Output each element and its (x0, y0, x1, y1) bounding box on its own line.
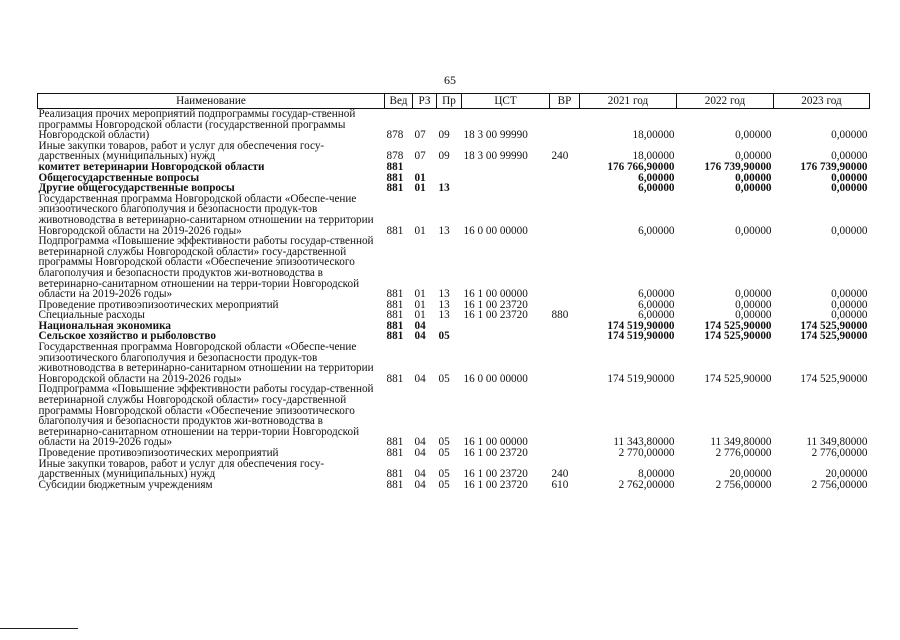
row-2023: 20,00000 (825, 468, 868, 481)
row-2022: 0,00000 (735, 224, 772, 237)
row-pr: 13 (438, 182, 450, 195)
row-rz: 04 (414, 478, 426, 491)
row-ved: 881 (386, 478, 404, 491)
row-ved: 881 (386, 436, 404, 449)
row-name: Субсидии бюджетным учреждениям (38, 478, 213, 491)
row-name: Общегосударственные вопросы (38, 171, 200, 184)
row-2022: 20,00000 (729, 468, 772, 481)
row-2023: 174 525,90000 (800, 319, 868, 332)
budget-table (37, 93, 870, 490)
row-2022: 0,00000 (735, 288, 772, 301)
row-2021: 174 519,90000 (607, 319, 675, 332)
row-2021: 174 519,90000 (607, 330, 675, 343)
footnote-divider (0, 628, 78, 629)
row-name: Другие общегосударственные вопросы (38, 182, 235, 195)
row-pr: 05 (438, 436, 450, 449)
table-row (38, 162, 870, 173)
row-ved: 881 (386, 182, 404, 195)
row-2022: 174 525,90000 (704, 319, 772, 332)
row-cst: 16 1 00 23720 (463, 468, 528, 481)
row-2022: 0,00000 (735, 171, 772, 184)
row-vr (550, 173, 580, 184)
row-vr (550, 321, 580, 332)
row-2021: 6,00000 (638, 182, 675, 195)
row-vr (550, 162, 580, 173)
row-ved: 881 (386, 372, 404, 385)
row-name: комитет ветеринарии Новгородской области (38, 160, 265, 173)
table-row (38, 236, 870, 300)
row-2022: 0,00000 (735, 298, 772, 311)
row-2021: 6,00000 (638, 309, 675, 322)
header-2022: 2022 год (677, 94, 774, 109)
row-cst (462, 162, 550, 173)
row-pr: 05 (438, 447, 450, 459)
header-ved: Вед (385, 94, 413, 109)
row-2022: 11 349,80000 (710, 436, 772, 449)
row-pr: 05 (438, 372, 450, 385)
row-ved: 881 (386, 224, 404, 237)
row-name: Иные закупки товаров, работ и услуг для обеспечения госу-дарственных (муниципальных) нужд (38, 139, 325, 163)
page-number: 65 (444, 73, 456, 87)
row-ved: 881 (386, 309, 404, 322)
row-2023: 0,00000 (831, 150, 868, 163)
header-cst: ЦСТ (462, 94, 550, 109)
row-cst: 16 1 00 23720 (463, 478, 528, 491)
row-cst (462, 183, 550, 194)
row-2022: 2 756,00000 (715, 478, 772, 491)
row-2022: 0,00000 (735, 309, 772, 322)
row-cst: 18 3 00 99990 (463, 129, 528, 142)
row-2023: 0,00000 (831, 129, 868, 142)
row-pr: 05 (438, 478, 450, 491)
row-cst: 16 1 00 23720 (463, 447, 528, 459)
row-ved: 878 (386, 129, 404, 142)
row-vr (550, 236, 580, 300)
row-ved: 881 (386, 468, 404, 481)
row-rz (413, 162, 437, 173)
row-ved: 881 (386, 330, 404, 343)
row-cst: 16 1 00 00000 (463, 288, 528, 301)
row-pr: 13 (438, 288, 450, 301)
header-pr: Пр (437, 94, 462, 109)
row-rz: 01 (414, 171, 426, 184)
row-name: Специальные расходы (38, 309, 145, 322)
row-2022: 0,00000 (735, 129, 772, 142)
row-2021: 174 519,90000 (607, 372, 675, 385)
row-vr (550, 183, 580, 194)
row-rz: 04 (414, 372, 426, 385)
row-2021: 6,00000 (638, 224, 675, 237)
row-2021: 18,00000 (632, 129, 675, 142)
row-2022: 174 525,90000 (704, 330, 772, 343)
row-vr (550, 194, 580, 236)
row-name: Проведение противоэпизоотических мероприятий (38, 298, 279, 311)
row-cst (462, 331, 550, 342)
table-body (38, 109, 870, 491)
row-2023: 2 776,00000 (811, 447, 868, 459)
row-rz: 04 (414, 319, 426, 332)
row-2023: 2 756,00000 (811, 478, 868, 491)
row-2023: 11 349,80000 (806, 436, 868, 449)
row-2021: 2 762,00000 (618, 478, 675, 491)
header-2021: 2021 год (580, 94, 677, 109)
row-name: Государственная программа Новгородской области «Обеспе-чение эпизоотического благополучия и безопасности продук-тов животноводства в ветеринарно-санитарном отношении на территории Новгородской области на 2019-2026 годы» (38, 341, 374, 385)
row-2023: 0,00000 (831, 224, 868, 237)
row-rz: 04 (414, 436, 426, 449)
row-vr: 880 (551, 309, 569, 322)
row-vr: 610 (551, 478, 569, 491)
row-rz: 01 (414, 224, 426, 237)
row-2022: 0,00000 (735, 182, 772, 195)
table-row (38, 384, 870, 448)
row-name: Проведение противоэпизоотических мероприятий (38, 447, 279, 459)
row-cst: 16 0 00 00000 (463, 224, 528, 237)
row-pr: 09 (438, 129, 450, 142)
row-vr (550, 331, 580, 342)
row-name: Государственная программа Новгородской области «Обеспе-чение эпизоотического благополучия и безопасности продук-тов животноводства в ветеринарно-санитарном отношении на территории Новгородской области на 2019-2026 годы» (38, 192, 374, 237)
row-name: Иные закупки товаров, работ и услуг для обеспечения госу-дарственных (муниципальных) нужд (38, 457, 325, 481)
row-2021: 8,00000 (638, 468, 675, 481)
row-2023: 0,00000 (831, 298, 868, 311)
row-pr: 09 (438, 150, 450, 163)
row-rz: 01 (414, 288, 426, 301)
row-vr: 240 (551, 468, 569, 481)
row-ved: 881 (386, 447, 404, 459)
row-pr: 13 (438, 224, 450, 237)
row-2023: 174 525,90000 (800, 372, 868, 385)
row-vr: 240 (551, 150, 569, 163)
row-2023: 0,00000 (831, 288, 868, 301)
row-cst: 16 1 00 00000 (463, 436, 528, 449)
row-ved: 878 (386, 150, 404, 163)
row-ved: 881 (386, 319, 404, 332)
table-header (38, 94, 870, 109)
row-name: Реализация прочих мероприятий подпрограммы государ-ственной программы Новгородской области (государственной программы Новгородской области) (38, 108, 356, 142)
row-2022: 176 739,90000 (704, 160, 772, 173)
row-2021: 2 770,00000 (618, 447, 675, 459)
row-name: Национальная экономика (38, 319, 171, 332)
header-vr: ВР (550, 94, 580, 109)
row-ved: 881 (386, 171, 404, 184)
row-2021: 6,00000 (638, 298, 675, 311)
row-2021: 18,00000 (632, 150, 675, 163)
row-rz: 04 (414, 447, 426, 459)
row-cst: 16 1 00 23720 (463, 309, 528, 322)
row-pr: 13 (438, 298, 450, 311)
table-row (38, 480, 870, 491)
row-pr: 13 (438, 309, 450, 322)
row-rz: 07 (414, 150, 426, 163)
row-2021: 11 343,80000 (613, 436, 675, 449)
row-cst: 16 0 00 00000 (463, 372, 528, 385)
row-2022: 2 776,00000 (715, 447, 772, 459)
row-ved: 881 (386, 298, 404, 311)
row-rz: 01 (414, 298, 426, 311)
row-pr: 05 (438, 330, 450, 343)
table-row (38, 448, 870, 459)
row-ved: 881 (386, 288, 404, 301)
row-rz: 07 (414, 129, 426, 142)
row-rz: 04 (414, 330, 426, 343)
row-rz: 01 (414, 182, 426, 195)
table-row (38, 109, 870, 141)
row-name: Сельское хозяйство и рыболовство (38, 330, 216, 343)
row-2022: 0,00000 (735, 150, 772, 163)
row-2023: 0,00000 (831, 309, 868, 322)
table-row (38, 342, 870, 384)
row-name: Подпрограмма «Повышение эффективности работы государ-ственной ветеринарной службы Новгородской области» госу-дарственной программы Новгородской области «Обеспечение эпизоотического благополучия и безопасности продуктов жи-вотноводства в ветеринарно-санитарном отношении на терри-тории Новгородской области на 2019-2026 годы» (38, 235, 374, 301)
row-pr (437, 162, 462, 173)
row-2021: 176 766,90000 (607, 160, 675, 173)
row-rz: 01 (414, 309, 426, 322)
row-2022: 174 525,90000 (704, 372, 772, 385)
row-name: Подпрограмма «Повышение эффективности работы государ-ственной ветеринарной службы Новгородской области» госу-дарственной программы Новгородской области «Обеспечение эпизоотического благополучия и безопасности продуктов жи-вотноводства в ветеринарно-санитарном отношении на терри-тории Новгородской области на 2019-2026 годы» (38, 383, 374, 449)
row-2021: 6,00000 (638, 171, 675, 184)
row-cst: 18 3 00 99990 (463, 150, 528, 163)
row-vr (550, 342, 580, 384)
row-vr (550, 448, 580, 459)
table-row (38, 459, 870, 480)
row-pr: 05 (438, 468, 450, 481)
row-rz: 04 (414, 468, 426, 481)
table-row (38, 194, 870, 236)
table-row (38, 141, 870, 162)
row-2023: 176 739,90000 (800, 160, 868, 173)
row-ved: 881 (386, 160, 404, 173)
row-vr (550, 384, 580, 448)
row-cst (462, 321, 550, 332)
header-rz: РЗ (413, 94, 437, 109)
row-2023: 0,00000 (831, 182, 868, 195)
row-vr (550, 109, 580, 141)
row-2023: 0,00000 (831, 171, 868, 184)
row-cst (462, 173, 550, 184)
header-2023: 2023 год (774, 94, 870, 109)
row-cst: 16 1 00 23720 (463, 298, 528, 311)
header-name: Наименование (38, 94, 385, 109)
row-2021: 6,00000 (638, 288, 675, 301)
row-2023: 174 525,90000 (800, 330, 868, 343)
